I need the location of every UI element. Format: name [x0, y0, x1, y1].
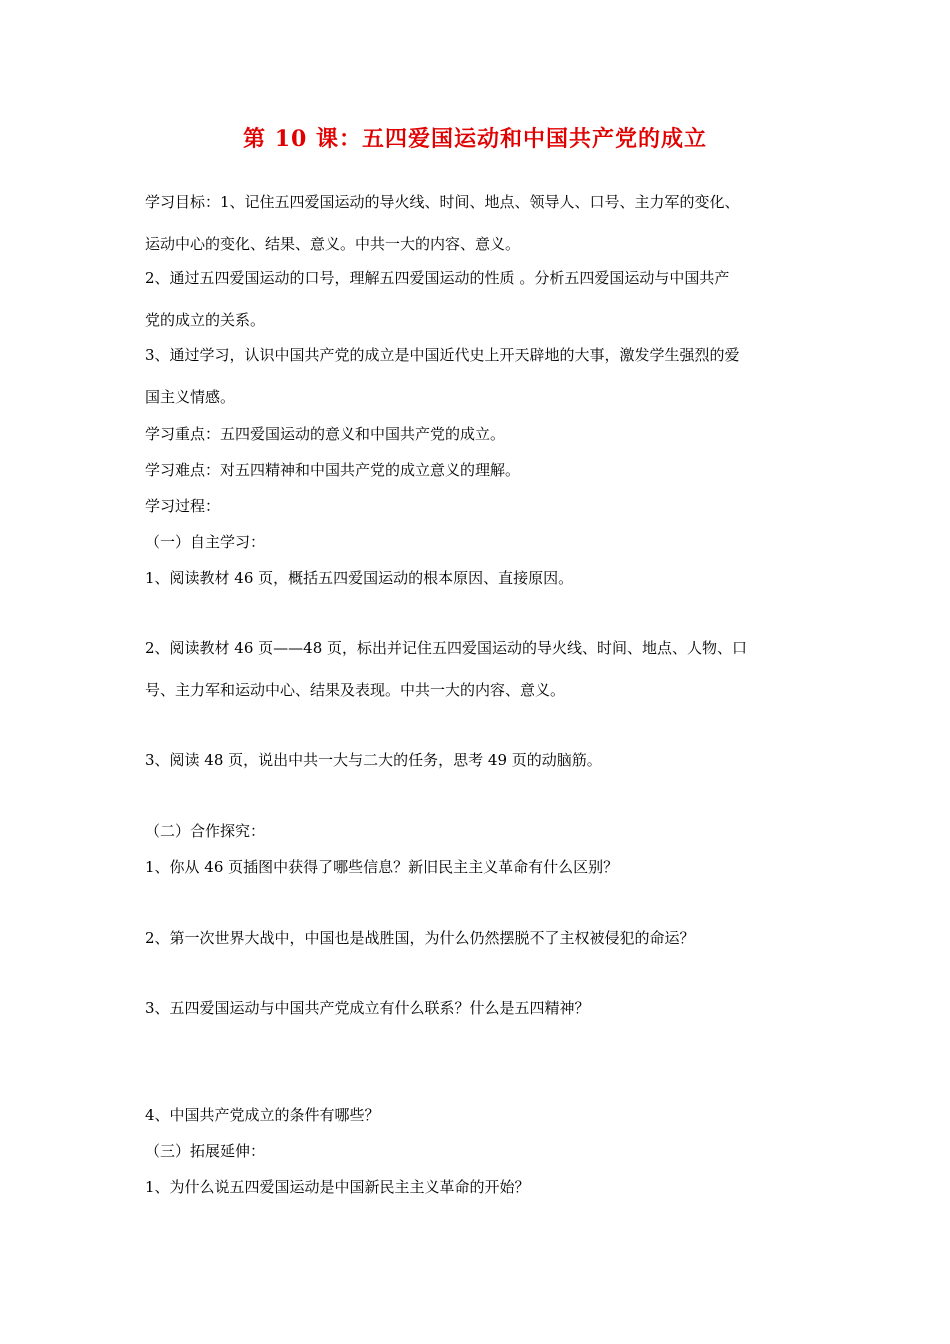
objectives-line-6: 国主义情感。	[145, 388, 236, 406]
extension-question-1: 1、为什么说五四爱国运动是中国新民主主义革命的开始？	[145, 1178, 530, 1196]
extension-heading: （三）拓展延伸：	[145, 1142, 266, 1160]
difficulty: 学习难点：对五四精神和中国共产党的成立意义的理解。	[145, 461, 521, 479]
objectives-line-4: 党的成立的关系。	[145, 311, 266, 329]
objectives-line-3: 2、通过五四爱国运动的口号，理解五四爱国运动的性质 。分析五四爱国运动与中国共产	[145, 269, 730, 287]
cooperation-question-3: 3、五四爱国运动与中国共产党成立有什么联系？什么是五四精神？	[145, 999, 590, 1017]
self-study-question-3: 3、阅读 48 页，说出中共一大与二大的任务，思考 49 页的动脑筋。	[145, 751, 602, 769]
cooperation-question-4: 4、中国共产党成立的条件有哪些？	[145, 1106, 380, 1124]
self-study-heading: （一）自主学习：	[145, 533, 266, 551]
objectives-line-1: 学习目标：1、记住五四爱国运动的导火线、时间、地点、领导人、口号、主力军的变化、	[145, 193, 740, 211]
process-label: 学习过程：	[145, 497, 221, 515]
cooperation-question-2: 2、第一次世界大战中，中国也是战胜国，为什么仍然摆脱不了主权被侵犯的命运？	[145, 929, 695, 947]
objectives-line-2: 运动中心的变化、结果、意义。中共一大的内容、意义。	[145, 235, 521, 253]
self-study-question-2-line-2: 号、主力军和运动中心、结果及表现。中共一大的内容、意义。	[145, 681, 566, 699]
self-study-question-2-line-1: 2、阅读教材 46 页——48 页，标出并记住五四爱国运动的导火线、时间、地点、人物、口	[145, 639, 748, 657]
self-study-question-1: 1、阅读教材 46 页，概括五四爱国运动的根本原因、直接原因。	[145, 569, 574, 587]
page-title: 第 10 课：五四爱国运动和中国共产党的成立	[243, 126, 707, 152]
key-point: 学习重点：五四爱国运动的意义和中国共产党的成立。	[145, 425, 506, 443]
objectives-line-5: 3、通过学习，认识中国共产党的成立是中国近代史上开天辟地的大事，激发学生强烈的爱	[145, 346, 740, 364]
cooperation-question-1: 1、你从 46 页插图中获得了哪些信息？新旧民主主义革命有什么区别？	[145, 858, 619, 876]
cooperation-heading: （二）合作探究：	[145, 822, 266, 840]
